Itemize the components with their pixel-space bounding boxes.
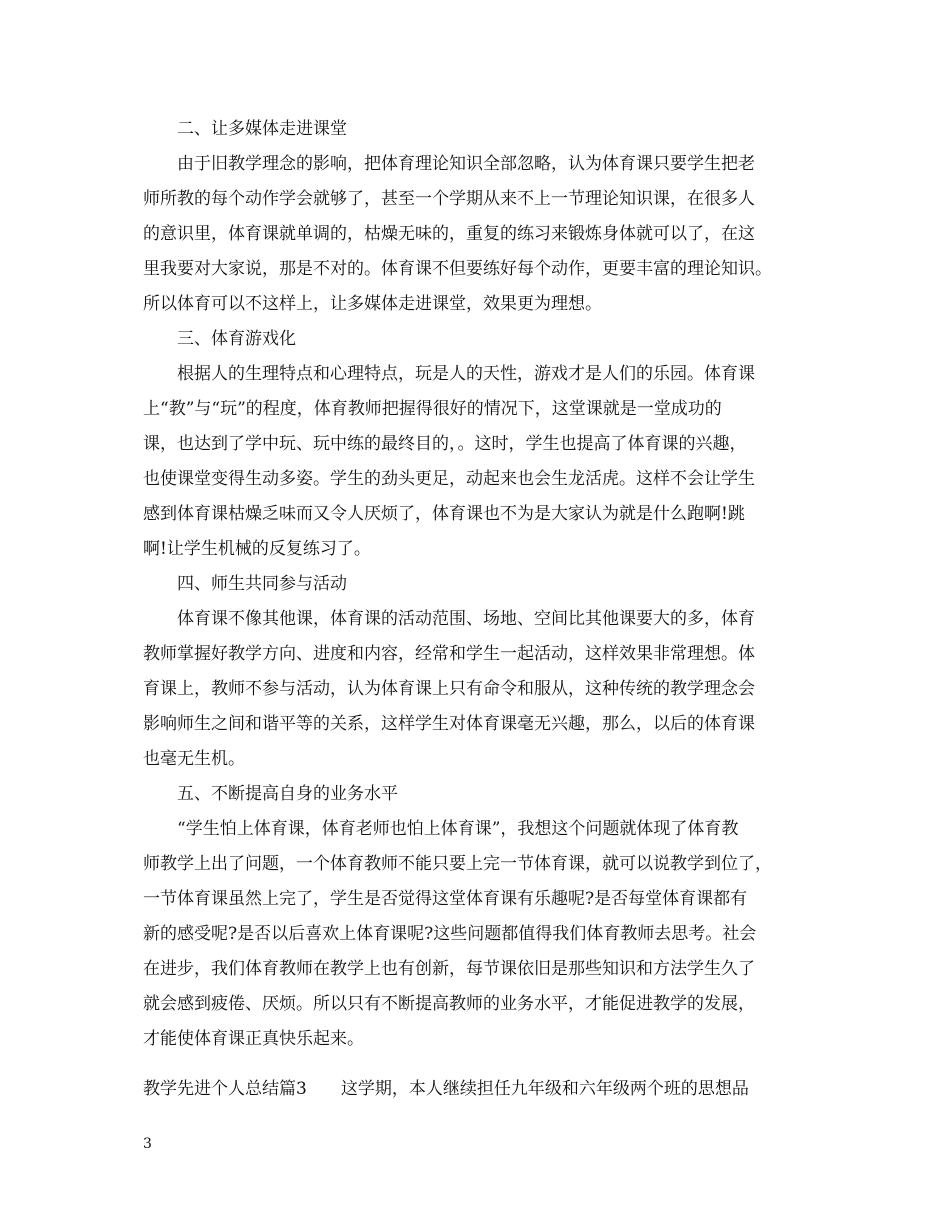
paragraph-line: 也毫无生机。 — [143, 749, 245, 769]
section-heading-2: 二、让多媒体走进课堂 — [177, 119, 347, 139]
paragraph-line: 所以体育可以不这样上，让多媒体走进课堂，效果更为理想。 — [143, 294, 602, 314]
paragraph-line: 就会感到疲倦、厌烦。所以只有不断提高教师的业务水平，才能促进教学的发展， — [143, 994, 755, 1014]
paragraph-line: 感到体育课枯燥乏味而又令人厌烦了，体育课也不为是大家认为就是什么跑啊!跳 — [143, 504, 745, 524]
paragraph-line: 上“教”与“玩”的程度，体育教师把握得很好的情况下，这堂课就是一堂成功的 — [143, 399, 722, 419]
paragraph-line: 在进步，我们体育教师在教学上也有创新，每节课依旧是那些知识和方法学生久了 — [143, 959, 755, 979]
section-heading-5: 五、不断提高自身的业务水平 — [177, 784, 398, 804]
next-article-line: 教学先进个人总结篇3 这学期，本人继续担任九年级和六年级两个班的思想品 — [143, 1079, 749, 1099]
paragraph-line: 的意识里，体育课就单调的，枯燥无味的，重复的练习来锻炼身体就可以了，在这 — [143, 224, 755, 244]
paragraph-line: 由于旧教学理念的影响，把体育理论知识全部忽略，认为体育课只要学生把老 — [177, 154, 755, 174]
paragraph-line: 根据人的生理特点和心理特点，玩是人的天性，游戏才是人们的乐园。体育课 — [177, 364, 755, 384]
page-number: 3 — [143, 1136, 152, 1152]
section-heading-4: 四、师生共同参与活动 — [177, 574, 347, 594]
paragraph-line: 教师掌握好教学方向、进度和内容，经常和学生一起活动，这样效果非常理想。体 — [143, 644, 755, 664]
paragraph-line: 新的感受呢?是否以后喜欢上体育课呢?这些问题都值得我们体育教师去思考。社会 — [143, 924, 757, 944]
paragraph-line: 也使课堂变得生动多姿。学生的劲头更足，动起来也会生龙活虎。这样不会让学生 — [143, 469, 755, 489]
paragraph-line: 课，也达到了学中玩、玩中练的最终目的，。这时，学生也提高了体育课的兴趣， — [143, 434, 747, 454]
paragraph-line: 体育课不像其他课，体育课的活动范围、场地、空间比其他课要大的多，体育 — [177, 609, 755, 629]
paragraph-line: 师所教的每个动作学会就够了，甚至一个学期从来不上一节理论知识课，在很多人 — [143, 189, 755, 209]
paragraph-line: 影响师生之间和谐平等的关系，这样学生对体育课毫无兴趣，那么，以后的体育课 — [143, 714, 755, 734]
paragraph-line: 里我要对大家说，那是不对的。体育课不但要练好每个动作，更要丰富的理论知识。 — [143, 259, 772, 279]
paragraph-line: 育课上，教师不参与活动，认为体育课上只有命令和服从，这种传统的教学理念会 — [143, 679, 755, 699]
section-heading-3: 三、体育游戏化 — [177, 329, 296, 349]
paragraph-line: 师教学上出了问题，一个体育教师不能只要上完一节体育课，就可以说教学到位了， — [143, 854, 772, 874]
document-body — [143, 112, 833, 1057]
paragraph-line: 啊!让学生机械的反复练习了。 — [143, 539, 371, 559]
paragraph-line: 一节体育课虽然上完了，学生是否觉得这堂体育课有乐趣呢?是否每堂体育课都有 — [143, 889, 748, 909]
paragraph-line: 才能使体育课正真快乐起来。 — [143, 1029, 364, 1049]
paragraph-line: “学生怕上体育课，体育老师也怕上体育课”，我想这个问题就体现了体育教 — [177, 819, 739, 839]
